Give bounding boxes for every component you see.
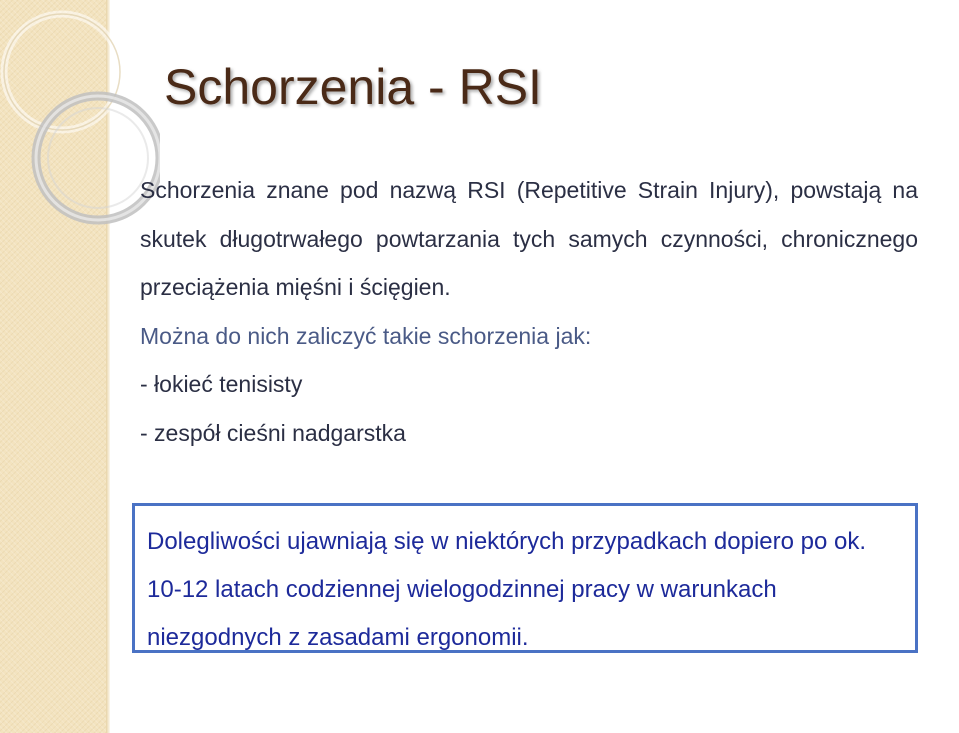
callout-text: Dolegliwości ujawniają się w niektórych przypadkach dopiero po ok. 10-12 latach codziennej wielogodzinnej pracy w warunkach niezgodnych z zasadami ergonomii. <box>147 528 867 651</box>
intro-paragraph: Schorzenia znane pod nazwą RSI (Repetitive Strain Injury), powstają na skutek długotrwałego powtarzania tych samych czynności, chronicznego przeciążenia mięśni i ścięgien. <box>140 177 918 300</box>
decorative-side-strip <box>0 0 106 733</box>
list-item-tennis-elbow: - łokieć tenisisty <box>140 371 303 397</box>
slide-body <box>140 166 918 457</box>
list-item-carpal-tunnel: - zespół cieśni nadgarstka <box>140 419 406 446</box>
page-title: Schorzenia - RSI <box>164 59 542 115</box>
callout-box <box>132 503 918 653</box>
side-strip-edge <box>106 0 110 733</box>
list-intro: Można do nich zaliczyć takie schorzenia jak: <box>140 322 592 349</box>
